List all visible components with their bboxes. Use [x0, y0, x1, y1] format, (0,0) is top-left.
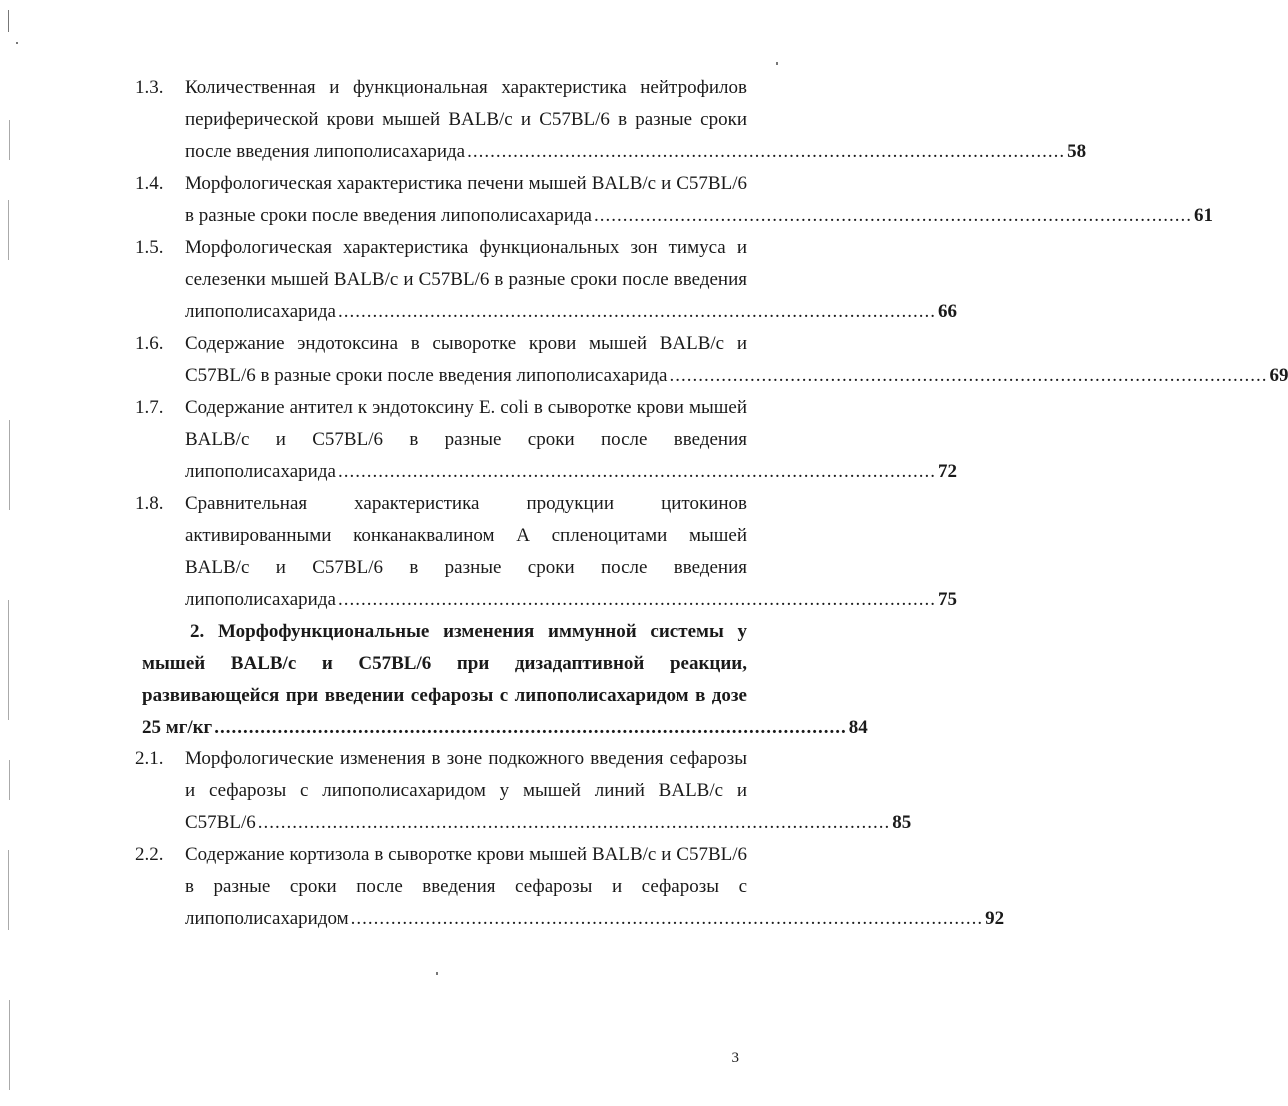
- toc-page-number: 66: [937, 301, 957, 322]
- toc-entry-line: в разные сроки после введения сефарозы и сефарозы с: [185, 876, 747, 897]
- toc-page-number: 92: [985, 908, 1005, 929]
- scan-artifact: [9, 760, 10, 800]
- toc-entry-number: 1.5.: [135, 237, 164, 258]
- toc-page-number: 61: [1193, 205, 1213, 226]
- toc-entry-line: липополисахарида: [185, 589, 336, 610]
- toc-page-number: 69: [1269, 365, 1288, 386]
- leader-dots: ........................................................................................................: [467, 141, 1066, 162]
- scan-artifact: [8, 10, 9, 32]
- toc-entry[interactable]: [135, 839, 1005, 935]
- leader-dots: ........................................................................................................: [593, 205, 1192, 226]
- toc-page-number: 72: [937, 461, 957, 482]
- toc-section-line: развивающейся при введении сефарозы с липополисахаридом в дозе: [142, 685, 747, 706]
- toc-entry[interactable]: [135, 743, 912, 839]
- toc-entry[interactable]: [135, 488, 957, 616]
- toc-entry-line: после введения липополисахарида: [185, 141, 466, 162]
- toc-entry-line: C57BL/6 в разные сроки после введения липополисахарида: [185, 365, 668, 386]
- toc-entry[interactable]: [135, 168, 1213, 232]
- toc-entry-line: Морфологическая характеристика функциональных зон тимуса и: [185, 237, 747, 258]
- scan-artifact: [9, 420, 10, 510]
- leader-dots: ..............................................................................................................: [214, 717, 847, 738]
- leader-dots: ........................................................................................................: [669, 365, 1268, 386]
- toc-entry-line: липополисахаридом: [185, 908, 349, 929]
- toc-section-line: 25 мг/кг: [142, 717, 213, 738]
- toc-entry-line: Содержание эндотоксина в сыворотке крови мышей BALB/c и: [185, 333, 747, 354]
- toc-section-heading[interactable]: [142, 616, 868, 744]
- toc-entry-line: Содержание кортизола в сыворотке крови мышей BALB/c и C57BL/6: [185, 844, 747, 865]
- toc-entry-line: липополисахарида: [185, 461, 336, 482]
- toc-entry-line: Содержание антител к эндотоксину E. coli в сыворотке крови мышей: [185, 397, 747, 418]
- leader-dots: ........................................................................................................: [337, 589, 936, 610]
- toc-entry-line: активированными конканаквалином А спленоцитами мышей: [185, 525, 747, 546]
- toc-entry[interactable]: [135, 392, 957, 488]
- leader-dots: ..............................................................................................................: [350, 908, 984, 929]
- scan-artifact: [8, 200, 9, 260]
- page-number: 3: [731, 1050, 739, 1066]
- toc-entry-line: липополисахарида: [185, 301, 336, 322]
- toc-entry-line: селезенки мышей BALB/c и C57BL/6 в разные сроки после введения: [185, 269, 747, 290]
- toc-page-number: 58: [1067, 141, 1087, 162]
- toc-entry[interactable]: [135, 232, 957, 328]
- toc-page-number: 85: [892, 812, 912, 833]
- toc-page-number: 75: [937, 589, 957, 610]
- scan-artifact: [9, 1000, 10, 1090]
- toc-section-line: 2. Морфофункциональные изменения иммунной системы у: [190, 621, 747, 642]
- toc-entry-line: в разные сроки после введения липополисахарида: [185, 205, 592, 226]
- toc-entry-line: периферической крови мышей BALB/c и C57BL/6 в разные сроки: [185, 109, 747, 130]
- scan-artifact: [9, 120, 10, 160]
- leader-dots: ..............................................................................................................: [257, 812, 891, 833]
- toc-entry-line: Сравнительная характеристика продукции цитокинов: [185, 493, 747, 514]
- toc-entry-line: Количественная и функциональная характеристика нейтрофилов: [185, 77, 747, 98]
- toc-entry-number: 1.6.: [135, 333, 164, 354]
- toc-entry-number: 2.2.: [135, 844, 164, 865]
- scan-artifact: [8, 850, 9, 930]
- toc-entry-line: и сефарозы с липополисахаридом у мышей линий BALB/c и: [185, 780, 747, 801]
- toc-entry-number: 1.8.: [135, 493, 164, 514]
- toc-entry[interactable]: [135, 72, 1087, 168]
- toc-entry-line: BALB/c и C57BL/6 в разные сроки после введения: [185, 429, 747, 450]
- scan-artifact: [776, 62, 778, 65]
- toc-entry-number: 1.4.: [135, 173, 164, 194]
- leader-dots: ........................................................................................................: [337, 301, 936, 322]
- toc-entry-number: 1.7.: [135, 397, 164, 418]
- toc-entry-line: C57BL/6: [185, 812, 256, 833]
- toc-page-number: 84: [848, 717, 868, 738]
- scan-artifact: [436, 972, 438, 975]
- scan-artifact: [16, 42, 18, 44]
- toc-entry[interactable]: [135, 328, 1288, 392]
- scan-artifact: [8, 600, 9, 720]
- toc-entry-number: 2.1.: [135, 748, 164, 769]
- toc-entry-line: Морфологическая характеристика печени мышей BALB/c и C57BL/6: [185, 173, 747, 194]
- toc-section-line: мышей BALB/c и C57BL/6 при дизадаптивной реакции,: [142, 653, 747, 674]
- toc-entry-line: Морфологические изменения в зоне подкожного введения сефарозы: [185, 748, 747, 769]
- leader-dots: ........................................................................................................: [337, 461, 936, 482]
- toc-entry-line: BALB/c и C57BL/6 в разные сроки после введения: [185, 557, 747, 578]
- toc-entry-number: 1.3.: [135, 77, 164, 98]
